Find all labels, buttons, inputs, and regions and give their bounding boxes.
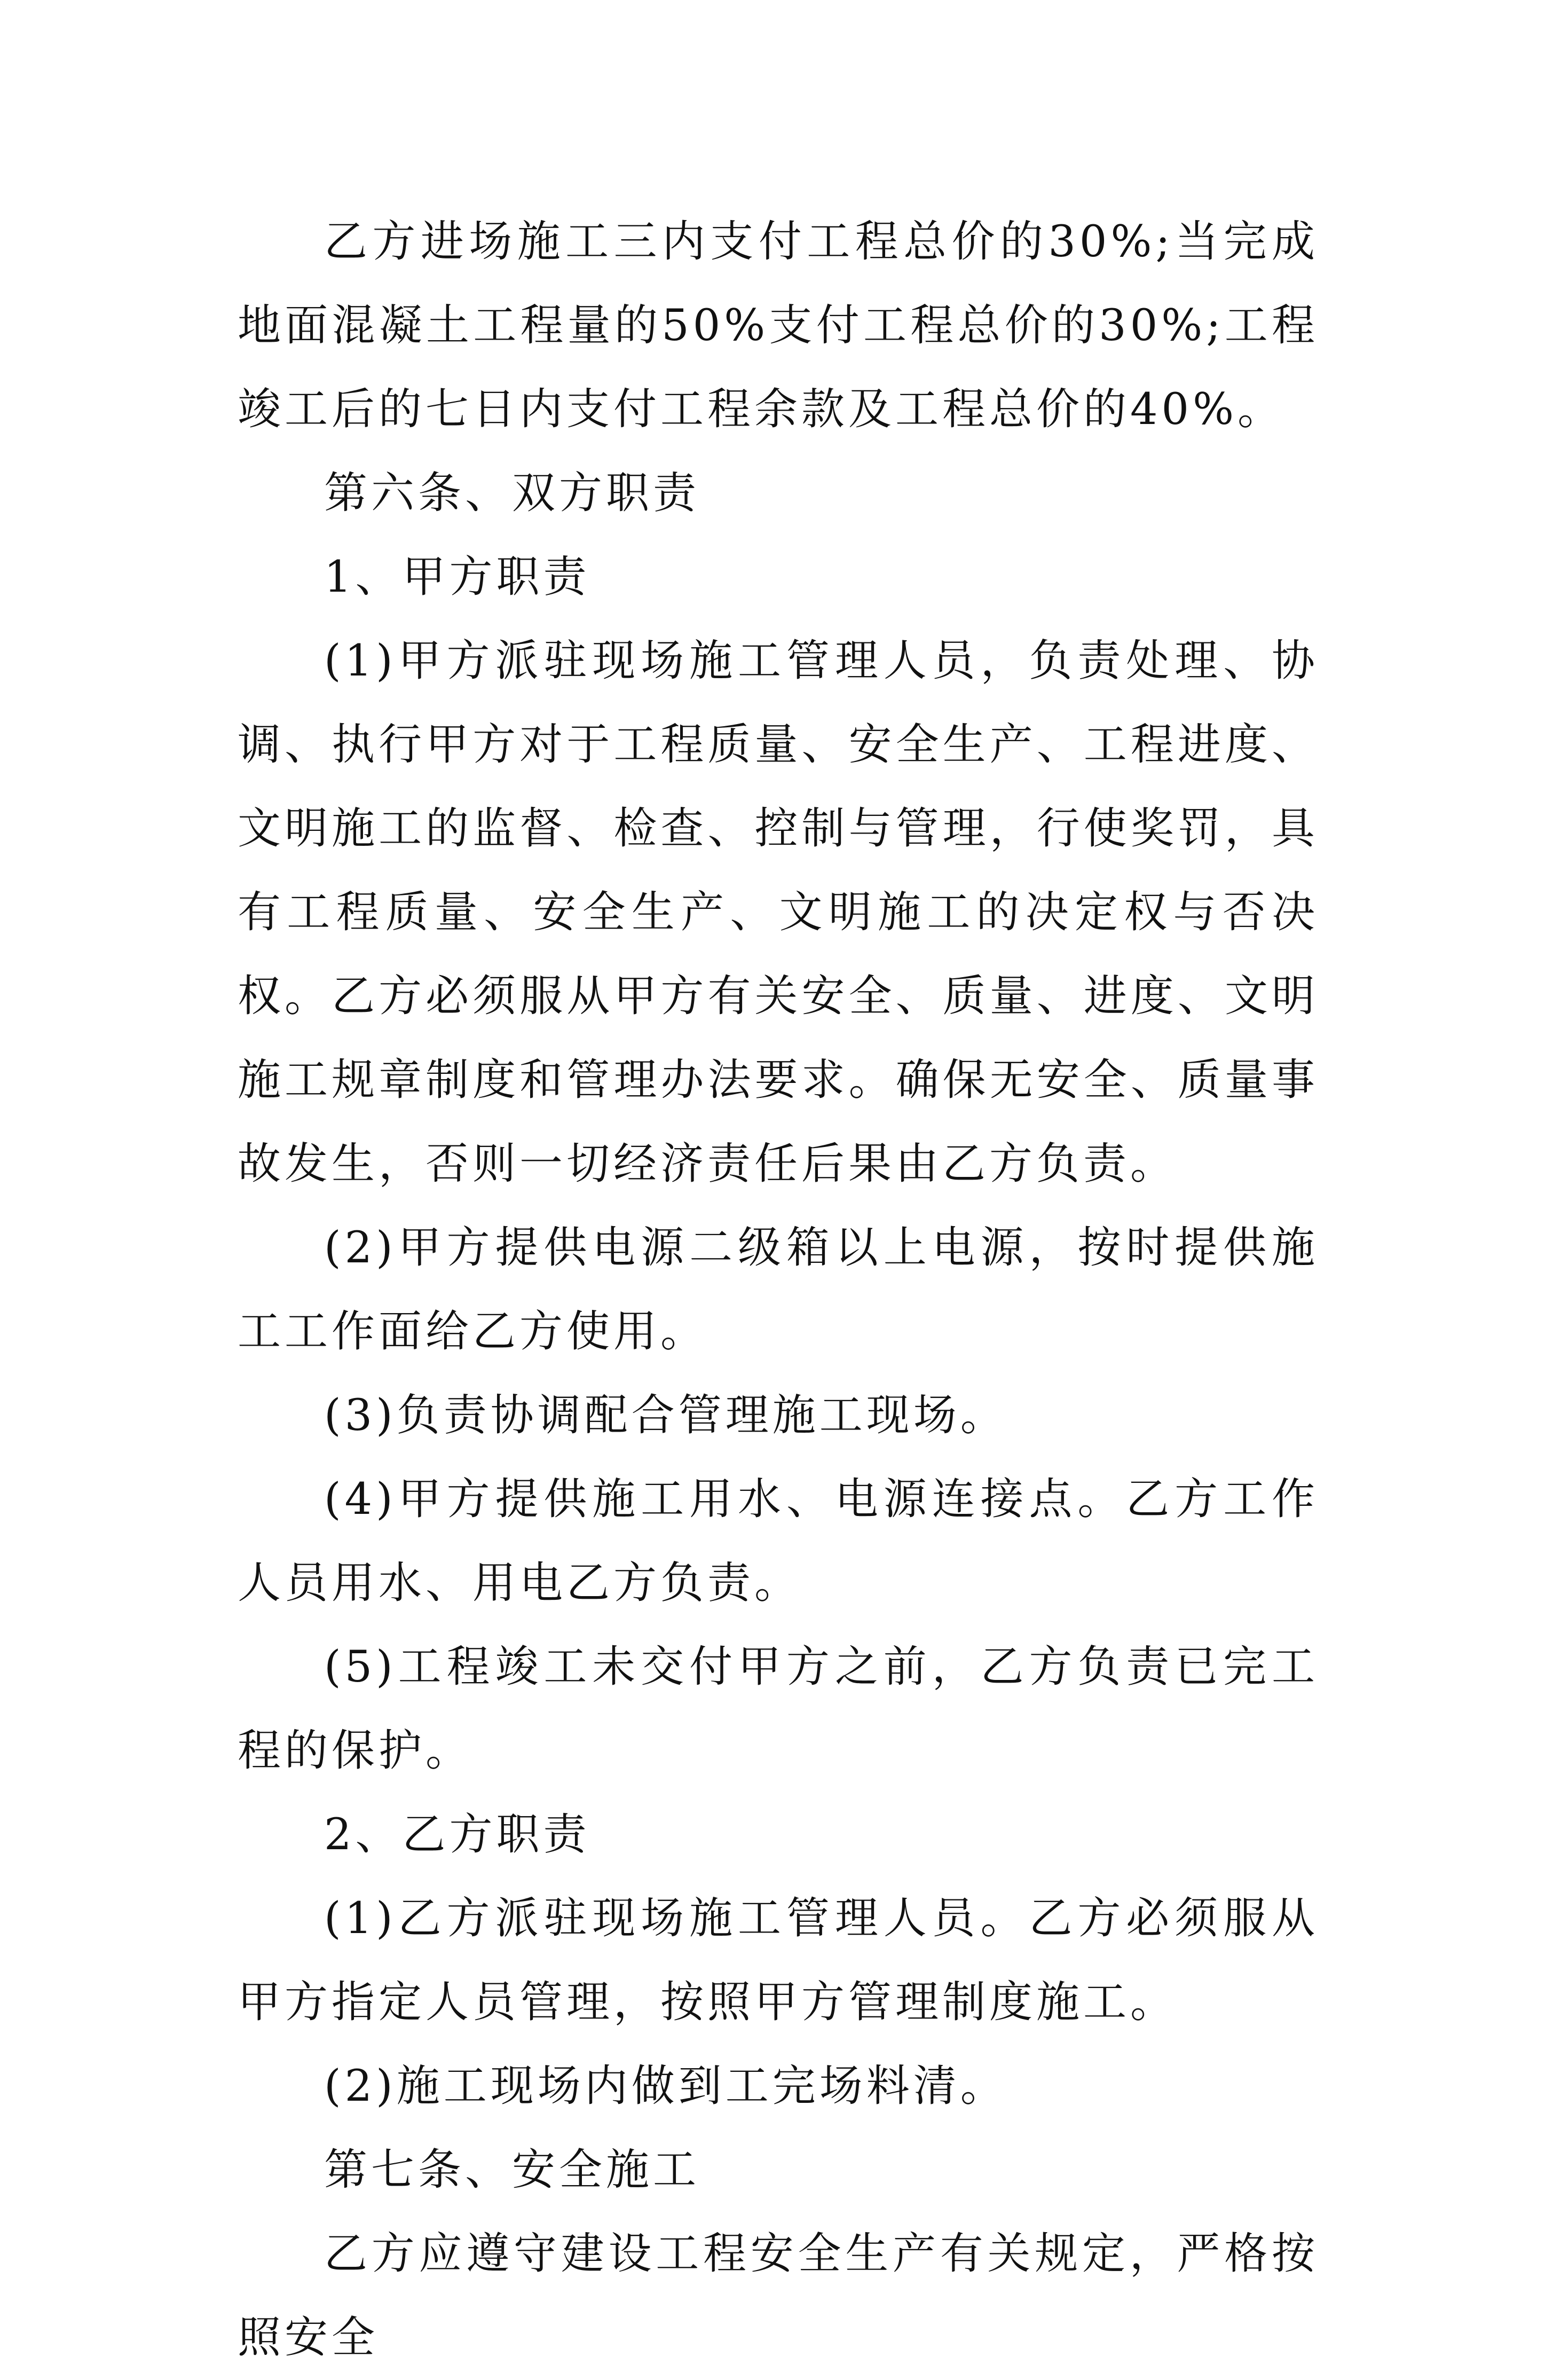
paragraph-party-a-duty-3: (3)负责协调配合管理施工现场。 — [324, 1391, 1007, 1441]
paragraph-party-b-duty-1: (1)乙方派驻现场施工管理人员。乙方必须服从甲方指定人员管理，按照甲方管理制度施工。 — [238, 1894, 1319, 2028]
paragraph-payment-terms: 乙方进场施工三内支付工程总价的30%;当完成地面混凝土工程量的50%支付工程总价的30%;工程竣工后的七日内支付工程余款及工程总价的40%。 — [238, 217, 1319, 435]
heading-party-b-duties: 2、乙方职责 — [324, 1810, 590, 1860]
paragraph-party-b-duty-2: (2)施工现场内做到工完场料清。 — [324, 2061, 1007, 2111]
paragraph-party-a-duty-1: (1)甲方派驻现场施工管理人员，负责处理、协调、执行甲方对于工程质量、安全生产、工程进度、文明施工的监督、检查、控制与管理，行使奖罚，具有工程质量、安全生产、文明施工的决定权与否决权。乙方必须服从甲方有关安全、质量、进度、文明施工规章制度和管理办法要求。确保无安全、质量事故发生，否则一切经济责任后果由乙方负责。 — [238, 636, 1319, 1189]
heading-article-7: 第七条、安全施工 — [324, 2145, 700, 2195]
heading-article-6: 第六条、双方职责 — [324, 468, 700, 519]
paragraph-party-a-duty-2: (2)甲方提供电源二级箱以上电源，按时提供施工工作面给乙方使用。 — [238, 1223, 1319, 1357]
paragraph-safety-construction: 乙方应遵守建设工程安全生产有关规定，严格按照安全 — [238, 2229, 1319, 2363]
document-body — [238, 200, 1319, 2380]
heading-party-a-duties: 1、甲方职责 — [324, 552, 590, 602]
paragraph-party-a-duty-5: (5)工程竣工未交付甲方之前，乙方负责已完工程的保护。 — [238, 1642, 1319, 1776]
paragraph-party-a-duty-4: (4)甲方提供施工用水、电源连接点。乙方工作人员用水、用电乙方负责。 — [238, 1474, 1319, 1608]
